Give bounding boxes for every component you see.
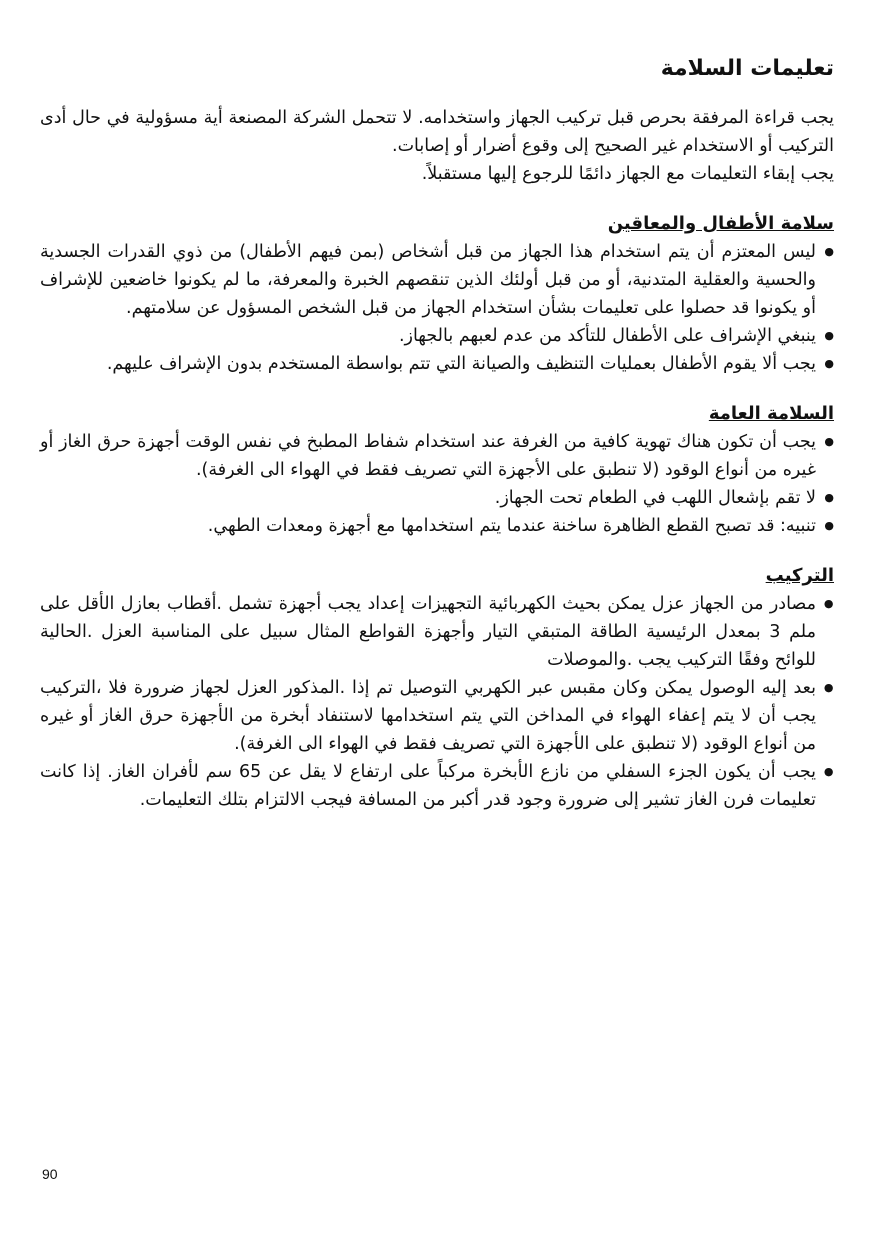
bullet-list (40, 428, 834, 540)
list-item: ● لا تقم بإشعال اللهب في الطعام تحت الجهاز. (40, 484, 834, 512)
list-item: ● يجب أن يكون الجزء السفلي من نازع الأبخرة مركباً على ارتفاع لا يقل عن 65 سم لأفران الغاز. إذا كانت تعليمات فرن الغاز تشير إلى ضرورة وجود قدر أكبر من المسافة فيجب الالتزام بتلك التعليمات. (40, 758, 834, 814)
page-title: تعليمات السلامة (660, 56, 834, 81)
section-children-safety (40, 210, 834, 378)
page-number: 90 (42, 1166, 58, 1182)
section-installation (40, 562, 834, 814)
list-item: ● ليس المعتزم أن يتم استخدام هذا الجهاز من قبل أشخاص (بمن فيهم الأطفال) من ذوي القدرات الجسدية والحسية والعقلية المتدنية، أو من قبل أولئك الذين تنقصهم الخبرة والمعرفة، ما لم يكونوا خاضعين للإشراف أو يكونوا قد حصلوا على تعليمات بشأن استخدام الجهاز من قبل الشخص المسؤول عن سلامتهم. (40, 238, 834, 322)
section-heading: السلامة العامة (708, 403, 834, 424)
section-heading: سلامة الأطفال والمعاقين (607, 213, 834, 234)
section-general-safety (40, 400, 834, 540)
list-item: ● ينبغي الإشراف على الأطفال للتأكد من عدم لعبهم بالجهاز. (40, 322, 834, 350)
bullet-list (40, 590, 834, 814)
list-item: ● مصادر من الجهاز عزل يمكن بحيث الكهربائية التجهيزات إعداد يجب أجهزة تشمل .أقطاب بعازل الأقل على ملم 3 بمعدل الرئيسية الطاقة المتبقي التيار وأجهزة القواطع المثال سبيل على المناسبة العزل .الحالية للوائح وفقًا التركيب يجب .والموصلات (40, 590, 834, 674)
list-item: ● يجب ألا يقوم الأطفال بعمليات التنظيف والصيانة التي تتم بواسطة المستخدم بدون الإشراف عليهم. (40, 350, 834, 378)
list-item: ● يجب أن تكون هناك تهوية كافية من الغرفة عند استخدام شفاط المطبخ في نفس الوقت أجهزة حرق الغاز أو غيره من أنواع الوقود (لا تنطبق على الأجهزة التي تصريف فقط في الهواء الى الغرفة). (40, 428, 834, 484)
intro-text: يجب قراءة المرفقة بحرص قبل تركيب الجهاز واستخدامه. لا تتحمل الشركة المصنعة أية مسؤولية في حال أدى التركيب أو الاستخدام غير الصحيح إلى وقوع أضرار أو إصابات. (40, 108, 834, 156)
bullet-list (40, 238, 834, 378)
intro-paragraph (40, 104, 834, 188)
document-page (40, 52, 834, 814)
list-item: ● تنبيه: قد تصبح القطع الظاهرة ساخنة عندما يتم استخدامها مع أجهزة ومعدات الطهي. (40, 512, 834, 540)
list-item: ● بعد إليه الوصول يمكن وكان مقبس عبر الكهربي التوصيل تم إذا .المذكور العزل لجهاز ضرورة فلا ،التركيب يجب أن لا يتم إعفاء الهواء في المداخن التي يتم استخدامها لاستنفاد أبخرة من الأجهزة حرق الغاز أو غيره من أنواع الوقود (لا تنطبق على الأجهزة التي تصريف فقط في الهواء الى الغرفة). (40, 674, 834, 758)
intro-text: يجب إبقاء التعليمات مع الجهاز دائمًا للرجوع إليها مستقبلاً. (421, 164, 834, 184)
section-heading: التركيب (765, 565, 834, 586)
